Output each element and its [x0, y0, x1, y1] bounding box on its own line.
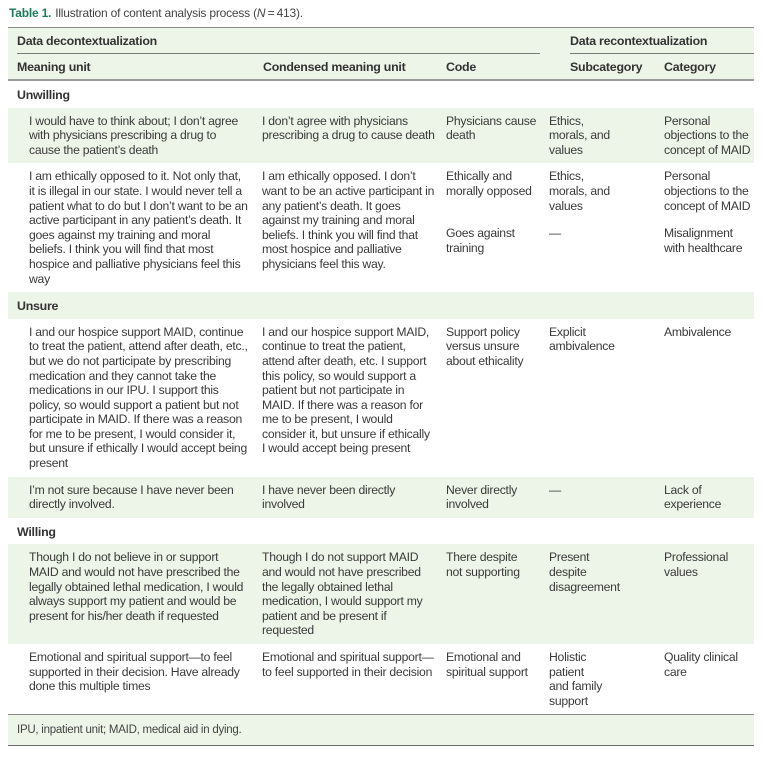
caption-text-before: Illustration of content analysis process ( [55, 6, 257, 20]
column-header-category: Category [664, 59, 716, 74]
category-cell [658, 163, 754, 292]
category-cell [658, 108, 754, 164]
category-cell [658, 544, 754, 644]
condensed-meaning-unit-cell: I have never been directly involved [262, 482, 396, 512]
subcategory-text: Ethics, morals, and values [549, 113, 610, 157]
table-caption [9, 6, 303, 20]
meaning-unit-cell: I and our hospice support MAID, continue to treat the patient, attend after death, etc., but we do not participate by prescribing medication and they cannot take the medications in our IPU. I support this policy, so would support a patient but not participate in MAID. If there was a reason for me to be present, I would consider it, but unsure if ethically I would accept being present [29, 324, 248, 471]
group-row-unwilling [8, 80, 754, 108]
category-cell [658, 644, 754, 715]
column-header-subcategory: Subcategory [570, 59, 643, 74]
subcategory-text: Holistic patient and family support [549, 650, 603, 708]
category-text: Personal objections to the concept of MAID [664, 113, 751, 157]
meaning-unit-cell: I am ethically opposed to it. Not only that, it is illegal in our state. I would never tell a patient what to do but I don’t want to be an active participant in any patient’s death. It goes against my training and moral beliefs. I think you will find that most hospice and palliative physicians feel this way [29, 169, 248, 286]
group-header-recontextualization [570, 28, 754, 54]
subcategory-cell [540, 163, 658, 292]
meaning-unit-cell: I’m not sure because I have never been directly involved. [29, 482, 234, 512]
caption-n-symbol: N [256, 6, 266, 20]
subcategory-cell [540, 108, 658, 164]
category-text: Misalignment with healthcare [664, 226, 743, 255]
code-cell [440, 644, 540, 715]
condensed-meaning-unit-cell: Though I do not support MAID and would not have prescribed the legally obtained lethal medication, I would support my patient and be present if requested [262, 550, 423, 638]
subcategory-cell [540, 544, 658, 644]
code-text: Never directly involved [446, 482, 517, 512]
code-cell [440, 108, 540, 164]
group-label: Unwilling [17, 88, 70, 102]
code-text: Support policy versus unsure about ethicality [446, 324, 524, 368]
table-row [8, 477, 754, 518]
code-cell [440, 477, 540, 518]
code-text: Physicians cause death [446, 113, 537, 143]
content-analysis-table [8, 27, 754, 746]
subcategory-text: Ethics, morals, and values [549, 169, 610, 213]
group-label: Unsure [17, 299, 59, 314]
meaning-unit-cell: Though I do not believe in or support MAID and would not have prescribed the legally obtained lethal medication, I would always support my patient and would be present for his/her death if requested [29, 550, 244, 623]
table-label: Table 1. [9, 6, 52, 20]
subcategory-text: Explicit ambivalence [549, 324, 615, 354]
group-header-recontextualization-label: Data recontextualization [570, 34, 708, 48]
code-text: Ethically and morally opposed [446, 169, 532, 198]
group-header-decontextualization [8, 28, 540, 54]
caption-text-after: = 413). [265, 6, 303, 20]
subcategory-text: — [549, 482, 561, 497]
group-row-unsure [8, 292, 754, 319]
meaning-unit-cell: Emotional and spiritual support—to feel supported in their decision. Have already done this multiple times [29, 650, 240, 694]
category-text: Ambivalence [664, 324, 732, 339]
code-cell [440, 544, 540, 644]
column-header-meaning-unit: Meaning unit [17, 59, 91, 74]
condensed-meaning-unit-cell: I don’t agree with physicians prescribing a drug to cause death [262, 113, 435, 143]
subcategory-text: Present despite disagreement [549, 550, 620, 594]
column-header-condensed-meaning-unit: Condensed meaning unit [263, 59, 406, 74]
table-row [8, 319, 754, 477]
condensed-meaning-unit-cell: I am ethically opposed. I don’t want to be an active participant in any patient’s death. It goes against my training and moral beliefs. I think you will find that most hospice and palliative physicians feel this way. [262, 169, 435, 271]
meaning-unit-cell: I would have to think about; I don’t agree with physicians prescribing a drug to cause the patient’s death [29, 113, 239, 157]
code-cell [440, 319, 540, 477]
code-text: Emotional and spiritual support [446, 650, 528, 679]
subcategory-cell [540, 644, 658, 715]
column-header-code: Code [446, 59, 476, 74]
condensed-meaning-unit-cell: Emotional and spiritual support—to feel supported in their decision [262, 650, 434, 679]
group-label: Willing [17, 524, 56, 539]
category-text: Personal objections to the concept of MAID [664, 169, 751, 213]
subcategory-text: — [549, 226, 561, 241]
table-row [8, 108, 754, 164]
category-text: Quality clinical care [664, 650, 738, 679]
code-text: Goes against training [446, 226, 515, 255]
group-header-decontextualization-label: Data decontextualization [17, 34, 157, 48]
table-row [8, 544, 754, 644]
code-text: There despite not supporting [446, 550, 520, 580]
code-cell [440, 163, 540, 292]
category-text: Lack of experience [664, 482, 722, 512]
table-footnote-row [8, 715, 754, 746]
table-row [8, 163, 754, 292]
group-row-willing [8, 518, 754, 545]
condensed-meaning-unit-cell: I and our hospice support MAID, continue to treat the patient, attend after death, etc. I support this policy, so would support a patient but not participate in MAID. If there was a reason for me to be present, I would consider it, but unsure if ethically I would accept being present [262, 324, 430, 456]
table-footnote: IPU, inpatient unit; MAID, medical aid in dying. [8, 715, 754, 746]
subcategory-cell [540, 477, 658, 518]
table-header [8, 28, 754, 80]
category-cell [658, 477, 754, 518]
category-text: Professional values [664, 550, 729, 580]
subcategory-cell [540, 319, 658, 477]
category-cell [658, 319, 754, 477]
table-row [8, 644, 754, 715]
